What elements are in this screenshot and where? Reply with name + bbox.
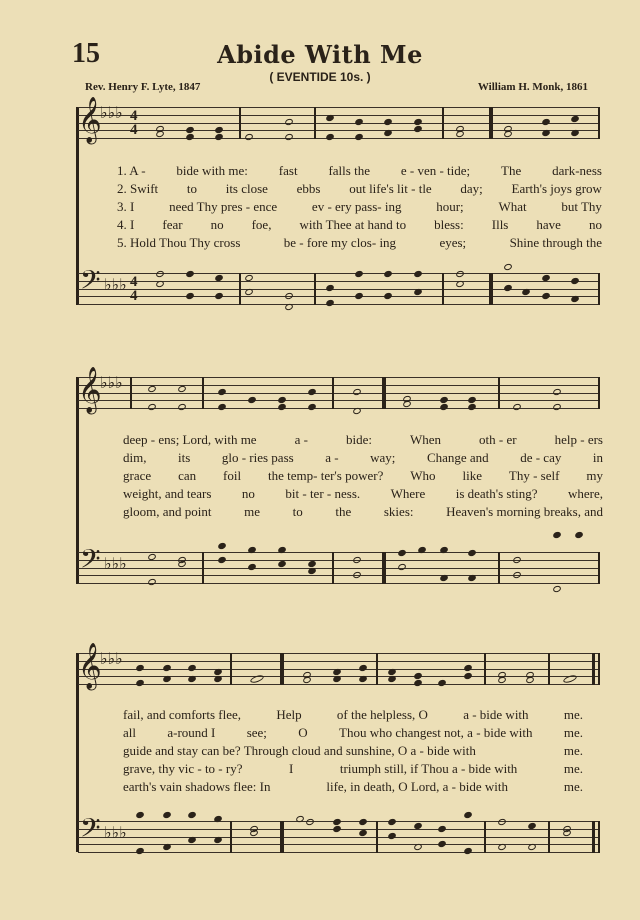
verse-1-line: deep - ens; Lord, with me a - bide: When oth - er help - ers xyxy=(123,432,603,447)
lyricist-credit: Rev. Henry F. Lyte, 1847 xyxy=(85,81,201,93)
system-3-bass-staff xyxy=(78,812,600,852)
verse-5-line: earth's vain shadows flee: In life, in death, O Lord, a - bide with me. xyxy=(123,779,583,794)
system-1-treble-staff xyxy=(78,97,600,143)
system-3-lyrics xyxy=(123,706,583,796)
hymn-number: 15 xyxy=(72,38,100,69)
verse-5-line: 5. Hold Thou Thy cross be - fore my clos- ing eyes; Shine through the xyxy=(117,235,602,250)
key-signature-flats: ♭♭♭ xyxy=(100,373,123,392)
system-1-bass-staff xyxy=(78,264,600,304)
bass-clef-icon: 𝄢 xyxy=(80,543,101,581)
hymn-title: Abide With Me xyxy=(217,40,423,69)
system-2-treble-staff xyxy=(78,367,600,413)
key-signature-flats: ♭♭♭ xyxy=(104,823,127,842)
treble-clef-icon: 𝄞 xyxy=(78,367,102,413)
key-signature-flats: ♭♭♭ xyxy=(104,275,127,294)
system-3-treble-staff xyxy=(78,643,600,689)
tune-name: ( EVENTIDE 10s. ) xyxy=(269,70,371,84)
verse-4-line: weight, and tears no bit - ter - ness. Where is death's sting? where, xyxy=(123,486,603,501)
verse-1-line: 1. A - bide with me: fast falls the e - ven - tide; The dark-ness xyxy=(117,163,602,178)
bass-clef-icon: 𝄢 xyxy=(80,264,101,302)
verse-5-line: gloom, and point me to the skies: Heaven's morning breaks, and xyxy=(123,504,603,519)
composer-credit: William H. Monk, 1861 xyxy=(477,81,588,93)
verse-2-line: all a-round I see; O Thou who changest not, a - bide with me. xyxy=(123,725,583,740)
verse-1-line: fail, and comforts flee, Help of the helpless, O a - bide with me. xyxy=(123,707,583,722)
time-signature: 4 4 xyxy=(130,274,138,304)
system-2-bass-staff xyxy=(78,543,600,583)
treble-clef-icon: 𝄞 xyxy=(78,643,102,689)
verse-2-line: 2. Swift to its close ebbs out life's lit - tle day; Earth's joys grow xyxy=(117,181,602,196)
bass-clef-icon: 𝄢 xyxy=(80,812,101,850)
verse-3-line: 3. I need Thy pres - ence ev - ery pass- ing hour; What but Thy xyxy=(117,199,602,214)
system-2-lyrics xyxy=(123,431,603,521)
verse-3-line: grace can foil the temp- ter's power? Who like Thy - self my xyxy=(123,468,603,483)
verse-4-line: 4. I fear no foe, with Thee at hand to bless: Ills have no xyxy=(117,217,602,232)
verse-2-line: dim, its glo - ries pass a - way; Change and de - cay in xyxy=(123,450,603,465)
verse-3-line: guide and stay can be? Through cloud and sunshine, O a - bide with me. xyxy=(123,743,583,758)
verse-4-line: grave, thy vic - to - ry? I triumph still, if Thou a - bide with me. xyxy=(123,761,583,776)
key-signature-flats: ♭♭♭ xyxy=(100,103,123,122)
time-signature: 4 4 xyxy=(130,108,138,138)
system-1-lyrics xyxy=(117,162,602,252)
treble-clef-icon: 𝄞 xyxy=(78,97,102,143)
key-signature-flats: ♭♭♭ xyxy=(100,649,123,668)
key-signature-flats: ♭♭♭ xyxy=(104,554,127,573)
